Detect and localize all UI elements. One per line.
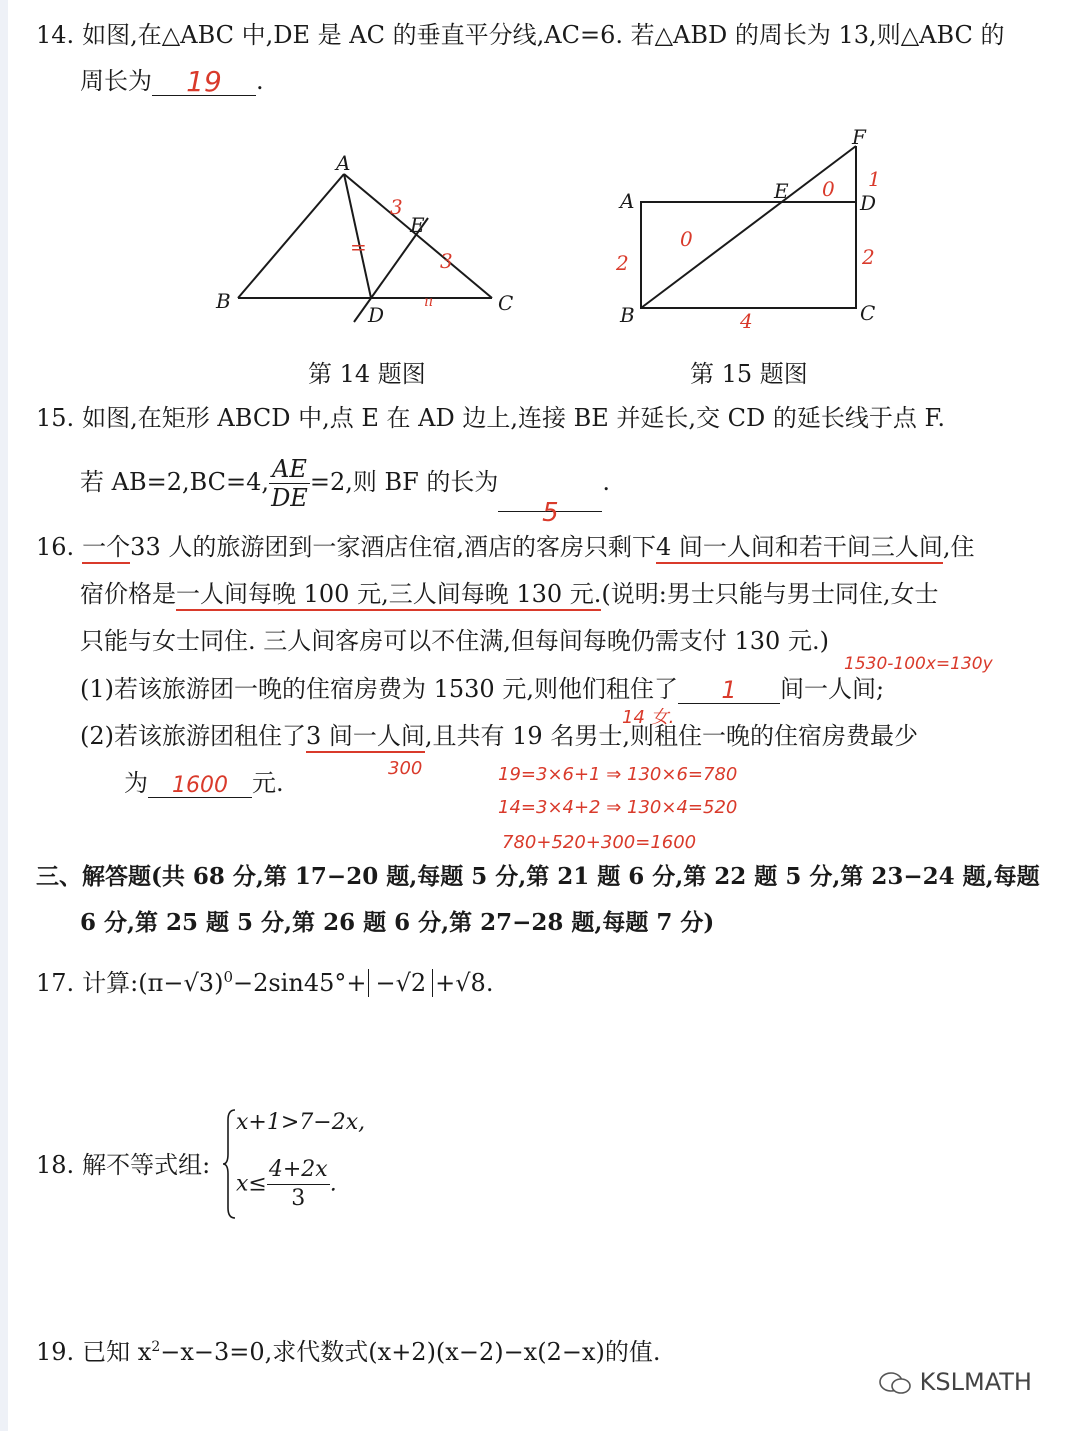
q14-number: 14. xyxy=(36,21,75,49)
q16-p1-answer: 1 xyxy=(721,676,737,704)
q17-number: 17. xyxy=(36,969,75,997)
q16-part2 xyxy=(80,721,918,751)
q16-number: 16. xyxy=(36,533,75,561)
q17-abs: −√2 xyxy=(368,969,433,997)
q17-expr-a: (π−√3) xyxy=(138,969,224,997)
q16-p1-text: (1)若该旅游团一晚的住宿房费为 1530 元,则他们租住了 xyxy=(80,675,678,703)
q18-frac-bot: 3 xyxy=(291,1186,306,1211)
q15-ask: =2,则 BF 的长为 xyxy=(309,468,499,496)
q18-frac-top: 4+2x xyxy=(267,1156,330,1185)
q16-p2-underline: 3 间一人间 xyxy=(306,722,425,753)
q16-p2-blank[interactable] xyxy=(148,769,252,798)
q14-line1 xyxy=(36,20,1005,50)
mark-cd: 2 xyxy=(862,245,875,269)
q16-text-2c: (说明:男士只能与男士同住,女士 xyxy=(601,580,939,608)
q16-p1-end: 间一人间; xyxy=(779,675,885,703)
label-A15: A xyxy=(620,189,635,213)
q15-frac-top: AE xyxy=(269,455,310,484)
wechat-icon xyxy=(878,1371,912,1395)
q16-underline-b: 4 间一人间和若干间三人间 xyxy=(656,533,943,564)
q16-underline-c: 一人间每晚 100 元,三人间每晚 130 元. xyxy=(176,580,601,611)
label-D15: D xyxy=(860,191,877,215)
mark-dc: ıı xyxy=(424,294,433,310)
q15-end: . xyxy=(602,468,611,496)
q19 xyxy=(36,1332,661,1367)
q14-line2 xyxy=(80,66,264,96)
label-B: B xyxy=(216,289,231,313)
mark-ec: 3 xyxy=(440,249,453,273)
q16-underline-a: 一个 xyxy=(82,533,130,564)
label-C: C xyxy=(498,291,514,315)
label-E15: E xyxy=(774,179,789,203)
q15-answer: 5 xyxy=(542,498,559,528)
mark-bc: 4 xyxy=(740,309,753,332)
q15-frac-bot: DE xyxy=(271,484,308,512)
q16-p3-text: 为 xyxy=(124,769,148,797)
q14-suffix: . xyxy=(256,67,264,95)
mark-ae: 3 xyxy=(390,195,403,219)
q18-ineq-2 xyxy=(236,1156,337,1213)
q18-ineq-1: x+1>7−2x, xyxy=(236,1110,366,1135)
note-equation: 1530-100x=130y xyxy=(844,654,993,674)
q17 xyxy=(36,962,493,998)
q16-part1 xyxy=(80,674,884,704)
q16-text-2a: 宿价格是 xyxy=(80,580,176,608)
q17-expr-c: +√8. xyxy=(435,969,494,997)
q14-answer-blank[interactable] xyxy=(152,67,256,96)
mark-inner: 0 xyxy=(680,227,693,251)
watermark-text: KSLMATH xyxy=(919,1368,1032,1396)
q19-text-a: 已知 x xyxy=(82,1338,152,1366)
q14-text: 如图,在△ABC 中,DE 是 AC 的垂直平分线,AC=6. 若△ABD 的周长为 13,则△ABC 的 xyxy=(82,21,1005,49)
q16-part2-answer-line xyxy=(124,768,284,798)
q18-fraction xyxy=(267,1156,330,1213)
q15-fraction xyxy=(269,455,310,512)
q18 xyxy=(36,1150,210,1180)
q14-answer: 19 xyxy=(186,65,222,98)
label-D: D xyxy=(368,303,385,327)
label-B15: B xyxy=(620,303,635,327)
watermark xyxy=(878,1368,1032,1396)
section-3-heading-2: 6 分,第 25 题 5 分,第 26 题 6 分,第 27−28 题,每题 7 分) xyxy=(80,909,715,936)
note-women: 14 女. xyxy=(622,707,675,728)
label-A: A xyxy=(336,151,351,175)
q18-number: 18. xyxy=(36,1151,75,1179)
left-edge xyxy=(0,0,8,1431)
q16-text-1b: 33 人的旅游团到一家酒店住宿,酒店的客房只剩下 xyxy=(130,533,656,561)
note-calc-3: 780+520+300=1600 xyxy=(502,832,697,853)
q16-line3: 只能与女士同住. 三人间客房可以不住满,但每间每晚仍需支付 130 元.) xyxy=(80,627,829,655)
section-3-heading: 三、解答题(共 68 分,第 17−20 题,每题 5 分,第 21 题 6 分,第 22 题 5 分,第 23−24 题,每题 xyxy=(36,863,1040,890)
q15-line1 xyxy=(36,403,945,433)
q17-expr-b: −2sin45°+ xyxy=(232,969,367,997)
q16-p3-end: 元. xyxy=(252,769,284,797)
rectangle-abcd xyxy=(641,202,856,308)
caption-14: 第 14 题图 xyxy=(308,360,426,388)
note-300: 300 xyxy=(388,758,423,779)
q15-line2 xyxy=(80,452,611,528)
q15-text: 如图,在矩形 ABCD 中,点 E 在 AD 边上,连接 BE 并延长,交 CD 的延长线于点 F. xyxy=(82,404,946,432)
mark-ed: 0 xyxy=(822,177,835,201)
q19-text-b: −x−3=0,求代数式(x+2)(x−2)−x(2−x)的值. xyxy=(160,1338,661,1366)
edge-ab xyxy=(238,174,344,298)
q16-p2-answer: 1600 xyxy=(172,773,228,798)
q19-number: 19. xyxy=(36,1338,75,1366)
label-E: E xyxy=(410,213,425,237)
q15-number: 15. xyxy=(36,404,75,432)
q18-ineq2-pre: x≤ xyxy=(236,1171,267,1197)
note-calc-1: 19=3×6+1 ⇒ 130×6=780 xyxy=(498,764,738,785)
q18-label: 解不等式组: xyxy=(82,1151,211,1179)
q14-prefix: 周长为 xyxy=(80,67,152,95)
label-F15: F xyxy=(852,125,866,149)
q19-square: 2 xyxy=(151,1339,161,1355)
figure-14 xyxy=(200,150,540,335)
mark-ab: 2 xyxy=(616,251,629,275)
q16-line2 xyxy=(80,579,938,609)
q15-given: 若 AB=2,BC=4, xyxy=(80,468,270,496)
mark-ad: = xyxy=(350,235,367,259)
mark-df: 1 xyxy=(868,167,881,191)
q17-exponent: 0 xyxy=(223,968,233,986)
segment-bf xyxy=(641,146,856,308)
q16-line1 xyxy=(36,532,975,562)
note-calc-2: 14=3×4+2 ⇒ 130×4=520 xyxy=(498,797,738,818)
q17-prefix: 计算: xyxy=(82,969,139,997)
label-C15: C xyxy=(860,301,876,325)
q16-p2-text-c: ,且共有 19 名男士,则租住一晚的住宿房费最少 xyxy=(424,722,918,750)
q16-text-1d: ,住 xyxy=(942,533,975,561)
q18-ineq2-post: . xyxy=(329,1171,337,1197)
q16-p1-blank[interactable] xyxy=(678,675,780,704)
q16-p2-text-a: (2)若该旅游团租住了 xyxy=(80,722,306,750)
caption-15: 第 15 题图 xyxy=(690,360,808,388)
figure-15 xyxy=(600,122,900,332)
q15-answer-blank[interactable] xyxy=(498,483,602,528)
